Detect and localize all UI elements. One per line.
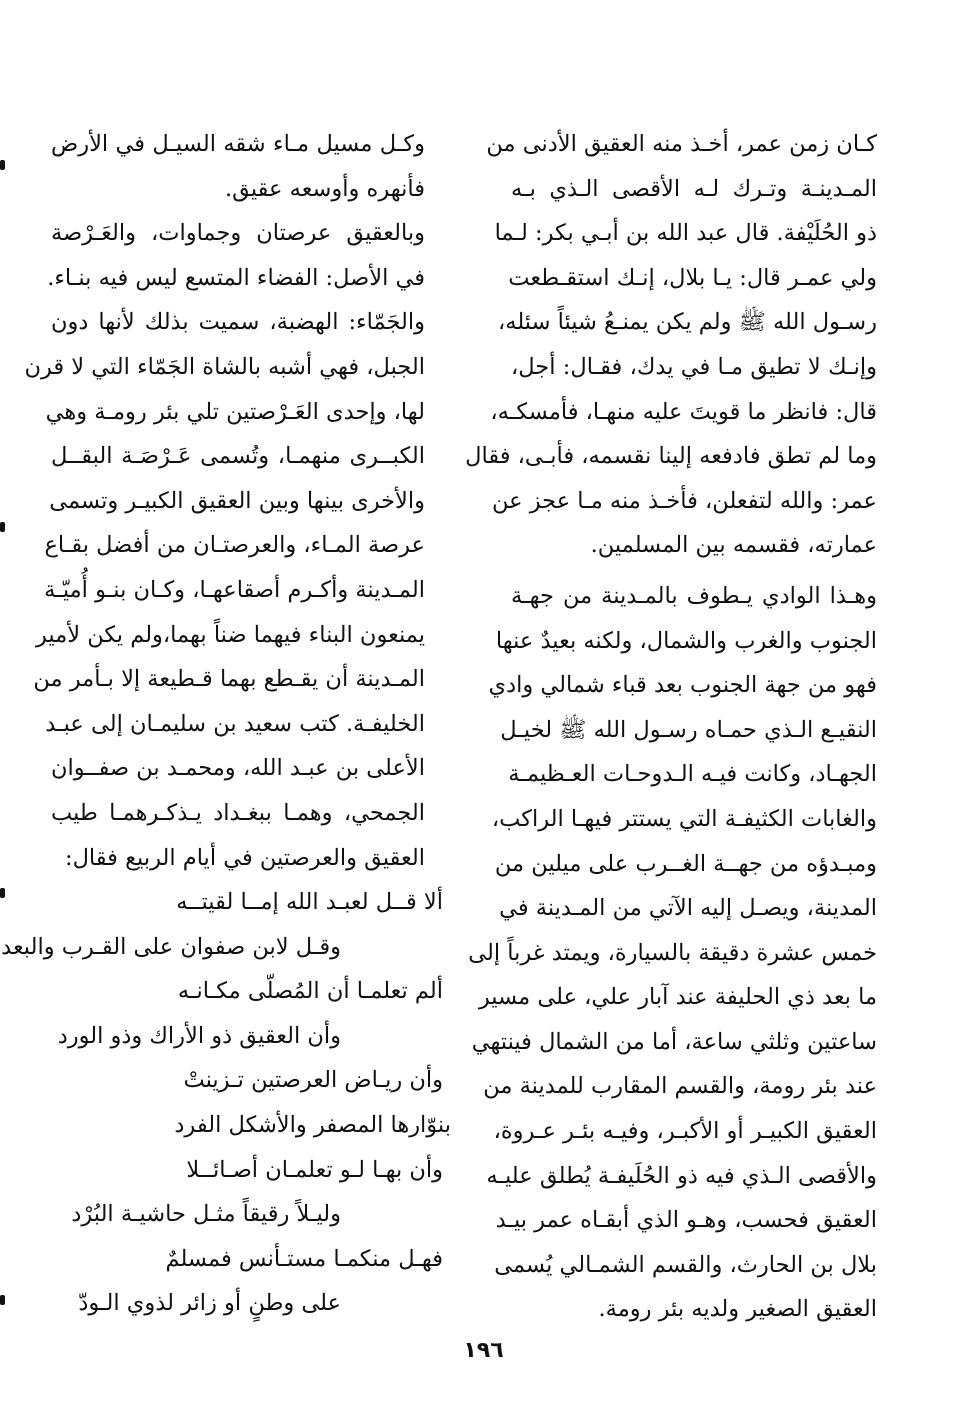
text-line: فهو من جهة الجنوب بعد قباء شمالي وادي xyxy=(488,672,877,699)
text-line: والأخرى بينها وبين العقيق الكبيـر وتسمى xyxy=(49,487,425,514)
margin-mark xyxy=(0,888,5,898)
page-number: ١٩٦ xyxy=(463,1338,504,1363)
margin-mark xyxy=(0,160,5,170)
verse-first-hemistich: وأن بهـا لـو تعلمـان أصـائــلا xyxy=(186,1156,443,1183)
left-column xyxy=(1,122,451,1326)
text-line: في الأصل: الفضاء المتسع ليس فيه بنـاء. xyxy=(47,264,425,291)
text-line: عمارته، فقسمه بين المسلمين. xyxy=(590,532,877,559)
text-line: عند بئر رومة، والقسم المقارب للمدينة من xyxy=(483,1073,877,1100)
text-line: المـدينة وأكـرم أصقاعهـا، وكـان بنـو أُميّـة xyxy=(44,576,425,603)
text-line: ولي عمـر قال: يـا بلال، إنـك استقـطعت xyxy=(508,264,877,291)
text-line: وكـل مسيل مـاء شقه السيـل في الأرض xyxy=(51,131,425,157)
text-line: وبالعقيق عرصتان وجماوات، والعَـرْصة xyxy=(51,220,425,247)
text-line: وهـذا الوادي يـطوف بالمـدينة من جهـة xyxy=(511,582,877,609)
right-column xyxy=(465,122,903,1332)
paragraph-omar-aqiq xyxy=(465,122,903,568)
verse-first-hemistich: وأن ريـاض العرصتين تـزينتْ xyxy=(183,1067,443,1094)
text-line: وما لم تطق فادفعه إلينا نقسمه، فأبـى، فقال xyxy=(465,443,877,470)
text-line: والجَمّاء: الهضبة، سميت بذلك لأنها دون xyxy=(51,309,425,336)
paragraph-arsatan xyxy=(24,211,451,880)
poem xyxy=(1,880,451,1326)
text-line: ما بعد ذي الحليفة عند آبار علي، على مسير xyxy=(478,984,877,1011)
verse-second-hemistich: بنوّارها المصفر والأشكل الفرد xyxy=(174,1112,451,1139)
text-line: ساعتين وثلثي ساعة، أما من الشمال فينتهي xyxy=(471,1028,877,1055)
verse-first-hemistich: ألم تعلمـا أن المُصلّى مكـانـه xyxy=(177,978,443,1005)
margin-mark xyxy=(0,522,5,532)
text-line: العقيق والعرصتين في أيام الربيع فقال: xyxy=(65,844,425,871)
paragraph-valley-description xyxy=(468,574,903,1332)
text-line: الجهـاد، وكانت فيـه الـدوحـات العـظيمـة xyxy=(508,761,877,788)
text-line: بلال بن الحارث، والقسم الشمـالي يُسمى xyxy=(494,1251,877,1278)
text-line: فأنهره وأوسعه عقيق. xyxy=(224,175,425,202)
text-line: الأعلى بن عبـد الله، ومحمـد بن صفــوان xyxy=(51,755,425,782)
margin-mark xyxy=(0,1295,5,1305)
text-line: المـدينـة وتـرك لـه الأقصى الـذي بـه xyxy=(511,175,877,202)
text-line: كـان زمن عمر، أخـذ منه العقيق الأدنى من xyxy=(486,131,877,157)
verse-second-hemistich: وليـلاً رقيقاً مثـل حاشيـة البُرْد xyxy=(71,1201,341,1228)
verse-second-hemistich: على وطنٍ أو زائر لذوي الـودّ xyxy=(78,1290,341,1317)
text-line: الخليفـة. كتب سعيد بن سليمـان إلى عبـد xyxy=(45,710,425,737)
verse-second-hemistich: وقـل لابن صفوان على القـرب والبعد xyxy=(1,933,341,960)
text-line: وإنـك لا تطيق مـا في يدك، فقـال: أجل، xyxy=(511,353,877,380)
verse-first-hemistich: فهـل منكمـا مستـأنس فمسلمٌ xyxy=(165,1245,443,1272)
text-line: ذو الحُلَيْفة. قال عبد الله بن أبـي بكر: لـما xyxy=(494,220,877,247)
text-line: قال: فانظر ما قويتَ عليه منهـا، فأمسكـه، xyxy=(490,398,877,425)
text-line: الجمحي، وهمـا ببغـداد يـذكـرهمـا طيب xyxy=(51,799,425,826)
text-line: الجنوب والغرب والشمال، ولكنه بعيدٌ عنها xyxy=(495,627,877,654)
text-line: ومبـدؤه من جهــة الغــرب على ميلين من xyxy=(494,850,877,877)
text-line: النقيـع الـذي حمـاه رسـول الله ﷺ لخيـل xyxy=(500,716,877,743)
text-line: المـدينة أن يقـطع بهما قـطيعة إلا بـأمر من xyxy=(33,666,425,693)
text-line: العقيق فحسب، وهـو الذي أبقـاه عمر بيـد xyxy=(495,1207,877,1234)
text-line: الكبــرى منهمـا، وتُسمى عَـرْصَـة البقــل xyxy=(51,443,425,470)
verse-second-hemistich: وأن العقيق ذو الأراك وذو الورد xyxy=(57,1022,341,1049)
text-line: عرصة المـاء، والعرصتـان من أفضل بقـاع xyxy=(44,532,425,559)
text-line: المدينة، ويصـل إليه الآتي من المـدينة في xyxy=(499,895,877,922)
text-line: رسـول الله ﷺ ولم يكن يمنـعُ شيئاً سئله، xyxy=(498,309,877,336)
text-line: العقيق الكبيـر أو الأكبـر، وفيـه بئـر عـروة، xyxy=(493,1118,877,1145)
text-line: خمس عشرة دقيقة بالسيارة، ويمتد غرباً إلى xyxy=(468,939,877,966)
text-line: يمنعون البناء فيهما ضناً بهما،ولم يكن لأمير xyxy=(36,621,425,648)
text-line: العقيق الصغير ولديه بئر رومة. xyxy=(598,1296,877,1323)
verse-first-hemistich: ألا قــل لعبـد الله إمــا لقيتــه xyxy=(176,889,443,916)
text-line: الجبل، فهي أشبه بالشاة الجَمّاء التي لا قرن xyxy=(24,353,425,380)
text-line: والأقصى الـذي فيه ذو الحُلَيفـة يُطلق عليـه xyxy=(486,1162,877,1189)
text-line: عمر: والله لتفعلن، فأخـذ منه مـا عجز عن xyxy=(492,487,877,514)
paragraph-aqiq-definition xyxy=(51,122,451,211)
text-line: والغابات الكثيفـة التي يستتر فيهـا الراكب، xyxy=(491,805,877,832)
text-line: لها، وإحدى العَـرْصتين تلي بئر رومـة وهي xyxy=(45,398,425,425)
